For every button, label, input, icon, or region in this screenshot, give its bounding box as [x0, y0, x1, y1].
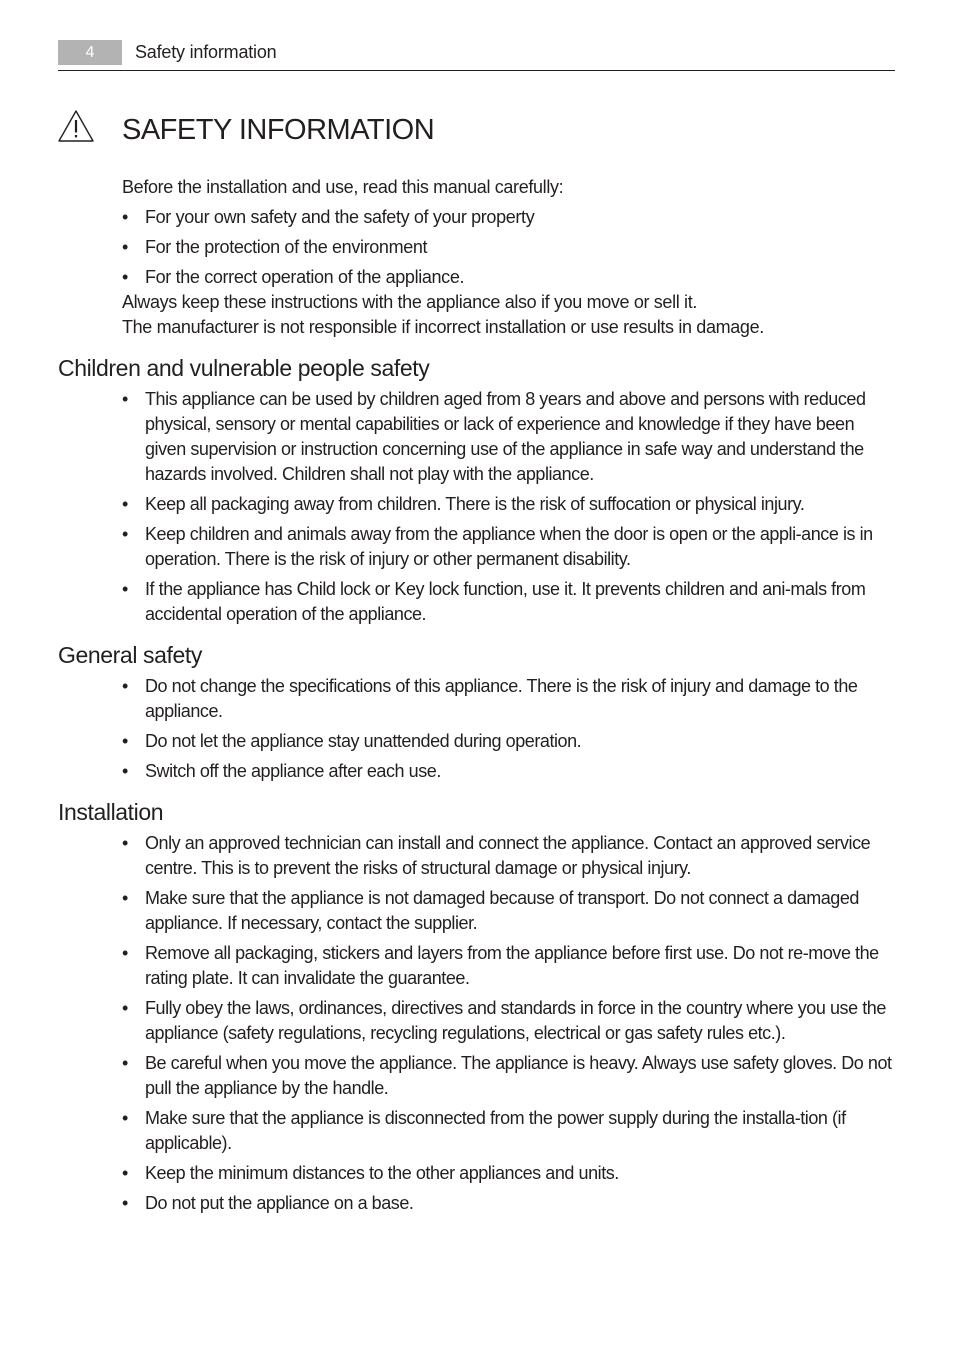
intro-lead: Before the installation and use, read this manual carefully: — [122, 177, 564, 197]
list-item: • For the protection of the environment — [122, 235, 898, 260]
list-item: • This appliance can be used by children aged from 8 years and above and persons with reduced physical, sensory or mental capabilities or lack of experience and knowledge if they have been given supervision or instruction concerning use of the appliance in safe way and understand the hazards involved. Children shall not play with the appliance. — [122, 387, 898, 487]
list-item: • Do not put the appliance on a base. — [122, 1191, 898, 1216]
section-installation — [58, 797, 898, 1216]
list-item: • Make sure that the appliance is disconnected from the power supply during the installa-tion (if applicable). — [122, 1106, 898, 1156]
section-general-safety — [58, 640, 898, 784]
page-header — [58, 40, 895, 71]
section-list — [58, 674, 898, 784]
content — [58, 175, 898, 1221]
intro-note: Always keep these instructions with the appliance also if you move or sell it. — [122, 292, 697, 312]
list-item: • Keep children and animals away from the appliance when the door is open or the appli-ance is in operation. There is the risk of injury or other permanent disability. — [122, 522, 898, 572]
list-item: • Keep the minimum distances to the other appliances and units. — [122, 1161, 898, 1186]
list-item: • Make sure that the appliance is not damaged because of transport. Do not connect a damaged appliance. If necessary, contact the supplier. — [122, 886, 898, 936]
intro-block — [58, 175, 898, 340]
list-item: • If the appliance has Child lock or Key lock function, use it. It prevents children and ani-mals from accidental operation of the appliance. — [122, 577, 898, 627]
intro-note: The manufacturer is not responsible if incorrect installation or use results in damage. — [122, 317, 764, 337]
list-item: • Remove all packaging, stickers and layers from the appliance before first use. Do not re-move the rating plate. It can invalidate the guarantee. — [122, 941, 898, 991]
list-item: • For the correct operation of the appliance. — [122, 265, 898, 290]
section-list — [58, 831, 898, 1216]
list-item: • Fully obey the laws, ordinances, directives and standards in force in the country where you use the appliance (safety regulations, recycling regulations, electrical or gas safety rules etc.). — [122, 996, 898, 1046]
list-item: • Do not let the appliance stay unattended during operation. — [122, 729, 898, 754]
section-heading: Installation — [58, 799, 164, 825]
section-heading: Children and vulnerable people safety — [58, 355, 430, 381]
page-number: 4 — [58, 40, 122, 65]
section-list — [58, 387, 898, 627]
list-item: • Switch off the appliance after each use. — [122, 759, 898, 784]
warning-triangle-icon — [57, 109, 95, 143]
list-item: • Do not change the specifications of this appliance. There is the risk of injury and damage to the appliance. — [122, 674, 898, 724]
list-item: • Be careful when you move the appliance. The appliance is heavy. Always use safety gloves. Do not pull the appliance by the handle. — [122, 1051, 898, 1101]
running-title: Safety information — [135, 42, 277, 62]
list-item: • Only an approved technician can install and connect the appliance. Contact an approved service centre. This is to prevent the risks of structural damage or physical injury. — [122, 831, 898, 881]
list-item: • Keep all packaging away from children. There is the risk of suffocation or physical injury. — [122, 492, 898, 517]
page-title: SAFETY INFORMATION — [122, 114, 435, 146]
section-children-safety — [58, 353, 898, 627]
list-item: • For your own safety and the safety of your property — [122, 205, 898, 230]
section-heading: General safety — [58, 642, 202, 668]
intro-list — [122, 205, 898, 290]
